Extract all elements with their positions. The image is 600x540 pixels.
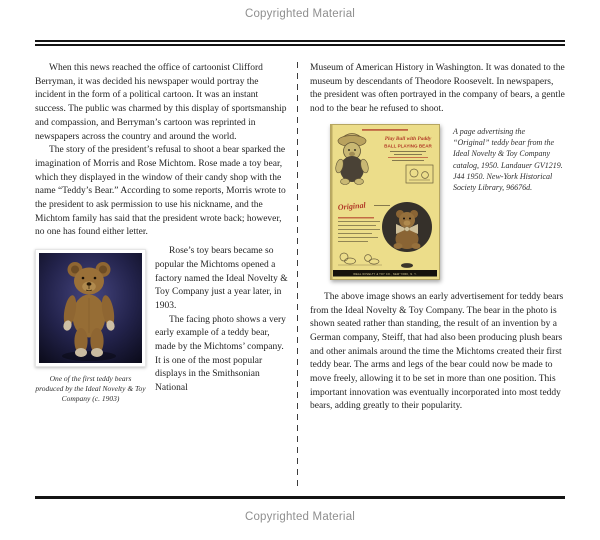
left-column [35, 62, 291, 404]
left-paragraph-2: The story of the president’s refusal to shoot a bear sparked the imagination of Morris and Rose Michtom. Rose made a toy bear, which they displayed in the window of their candy shop with the name “Teddy’s Bear.” According to some reports, Morris wrote to the president to ask permission to use his nickname, and the Michtom family has said that the president wrote back; however, no one has found either letter. [35, 145, 286, 238]
left-paragraph-4: The facing photo shows a very early example of a teddy bear, made by the Michtoms’ company. It is one of the most popular displays in the Smithsonian National [155, 314, 286, 394]
top-rule-upper [35, 40, 565, 42]
ad-original-label: Original [337, 200, 367, 212]
copyright-footer: Copyrighted Material [244, 511, 356, 523]
ad-footer-line: IDEAL NOVELTY & TOY CO., NEW YORK, N. Y. [353, 272, 417, 276]
ad-tagline: Play Ball with Paddy [384, 135, 432, 142]
ad-headline: BALL PLAYING BEAR [384, 143, 432, 149]
right-paragraph-2: The above image shows an early advertisement for teddy bears from the Ideal Novelty & Toy Company. The bear in the photo is shown seated rather than standing, the result of an invention by a German company, Steiff, that had also been producing plush bears and other animals around the time the Michtoms created their first teddy bear. The arms and legs of the bear could now be made to move freely, allowing it to be set in more than one position. This important innovation was eventually incorporated into most teddy bears, adding greatly to their popularity. [310, 291, 564, 412]
ad-caption: A page advertising the “Original” teddy bear from the Ideal Novelty & Toy Company catalog, 1950. Landauer GV1219. J44 1950. New-York Historical Society Library, 96676d. [453, 126, 563, 193]
teddy-bear-illustration [39, 253, 142, 363]
photo-caption: One of the first teddy bears produced by the Ideal Novelty & Toy Company (c. 1903) [35, 374, 146, 404]
right-column [310, 62, 566, 414]
top-rule-lower [35, 44, 565, 46]
catalog-ad-illustration [330, 124, 440, 280]
teddy-bear-photo-figure [35, 249, 146, 404]
catalog-ad-image [330, 124, 440, 280]
bottom-rule [35, 496, 565, 499]
photo-text-wrap [35, 245, 291, 404]
column-divider [297, 62, 298, 490]
teddy-bear-photo [35, 249, 146, 367]
left-paragraph-3: Rose’s toy bears became so popular the Michtoms opened a factory named the Ideal Novelty & Toy Company just a year later, in 1903. [155, 246, 288, 311]
catalog-ad-figure [330, 124, 566, 280]
left-paragraph-1: When this news reached the office of cartoonist Clifford Berryman, it was decided his newspaper would portray the incident in the form of a political cartoon. It was an instant success. The public was charmed by this display of sportsmanship and compassion, and Berryman’s cartoon was reprinted in newspapers across the country and around the world. [35, 63, 287, 142]
right-paragraph-1: Museum of American History in Washington. It was donated to the museum by descendants of Theodore Roosevelt. In newspapers, the president was often portrayed in the company of bears, a gentle nod to the bear he refused to shoot. [310, 63, 565, 115]
copyright-header: Copyrighted Material [244, 8, 356, 20]
